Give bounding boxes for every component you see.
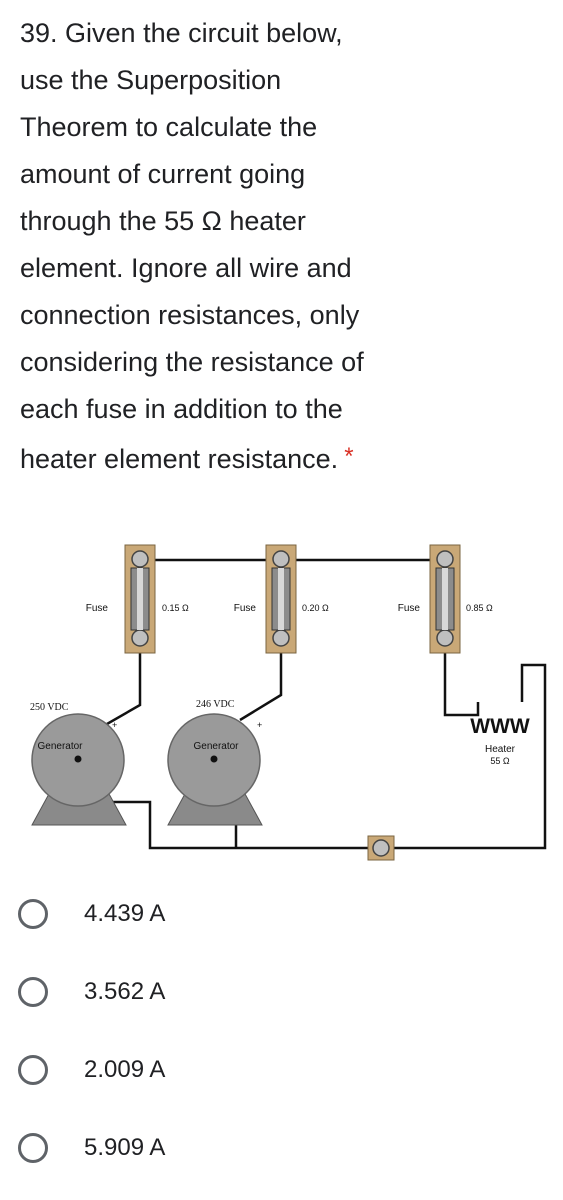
wire-fuse2-generator2: [240, 650, 281, 720]
question-text: [20, 10, 460, 483]
radio-button[interactable]: [18, 899, 48, 929]
option-label: 5.909 A: [84, 1134, 166, 1161]
heater-label: Heater: [484, 744, 516, 755]
generator-1: [32, 714, 126, 825]
option-label: 3.562 A: [84, 978, 166, 1005]
generator-2-label: Generator: [193, 741, 239, 752]
generator-2-polarity: +: [257, 720, 263, 730]
terminal-block: [368, 836, 394, 860]
fuse-3: [430, 545, 460, 653]
wire-fuse3-heater: [445, 650, 478, 715]
question-line: considering the resistance of: [20, 347, 364, 377]
option-label: 2.009 A: [84, 1056, 166, 1083]
question-line: through the 55 Ω heater: [20, 206, 306, 236]
question-line: Theorem to calculate the: [20, 112, 318, 142]
wire-heater-return: [390, 665, 545, 848]
heater-coil-symbol: WWW: [470, 715, 530, 738]
heater-resistance: 55 Ω: [490, 756, 510, 766]
radio-button[interactable]: [18, 1133, 48, 1163]
fuse-1: [125, 545, 155, 653]
generator-1-label: Generator: [37, 741, 83, 752]
generator-2: [168, 714, 262, 825]
option-3[interactable]: [18, 1046, 165, 1094]
fuse-2-resistance: 0.20 Ω: [302, 603, 329, 613]
option-4[interactable]: [18, 1124, 165, 1172]
question-line: 39. Given the circuit below,: [20, 18, 343, 48]
question-line: heater element resistance.: [20, 444, 339, 474]
circuit-diagram: [0, 530, 563, 870]
radio-button[interactable]: [18, 977, 48, 1007]
fuse-3-resistance: 0.85 Ω: [466, 603, 493, 613]
heater-element: [470, 715, 530, 738]
option-1[interactable]: [18, 890, 165, 938]
question-line: amount of current going: [20, 159, 306, 189]
wire-fuse1-generator1: [100, 650, 140, 728]
question-line: each fuse in addition to the: [20, 394, 343, 424]
fuse-3-label: Fuse: [397, 603, 420, 614]
generator-1-voltage: 250 VDC: [30, 702, 69, 713]
question-line: connection resistances, only: [20, 300, 360, 330]
option-2[interactable]: [18, 968, 165, 1016]
fuse-1-label: Fuse: [85, 603, 108, 614]
fuse-1-resistance: 0.15 Ω: [162, 603, 189, 613]
fuse-2-label: Fuse: [233, 603, 256, 614]
question-line: use the Superposition: [20, 65, 282, 95]
question-line-last: [20, 433, 460, 483]
generator-1-polarity: +: [112, 720, 118, 730]
radio-button[interactable]: [18, 1055, 48, 1085]
fuse-2: [266, 545, 296, 653]
generator-2-voltage: 246 VDC: [196, 699, 235, 710]
question-line: element. Ignore all wire and: [20, 253, 352, 283]
required-asterisk: *: [344, 443, 354, 470]
option-label: 4.439 A: [84, 900, 166, 927]
